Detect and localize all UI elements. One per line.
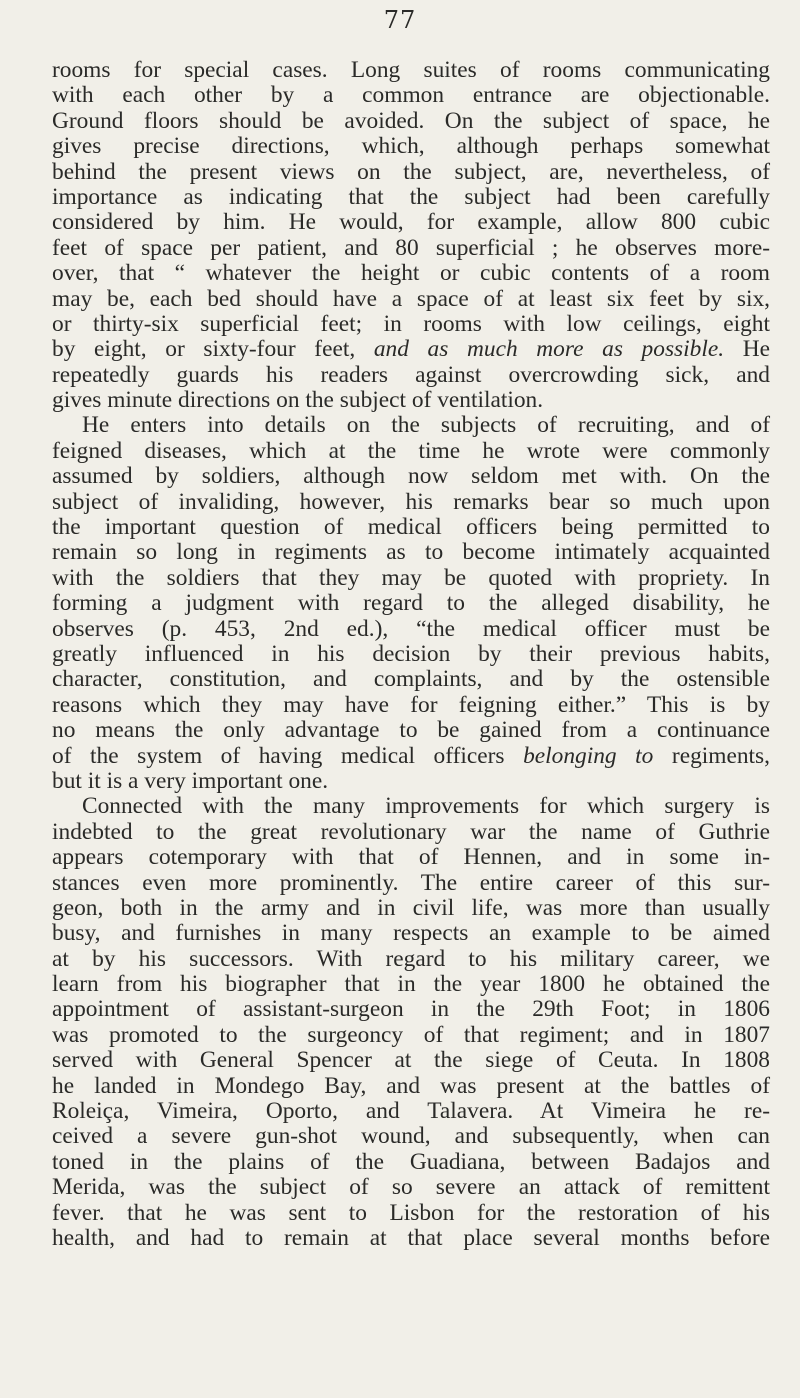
text-line: or thirty-six superficial feet; in rooms with low ceilings, eight — [52, 310, 770, 337]
text-line: considered by him. He would, for example, allow 800 cubic — [52, 209, 770, 236]
text-line: but it is a very important one. — [52, 767, 329, 794]
text-line: gives precise directions, which, although perhaps somewhat — [52, 133, 770, 160]
text-line: Connected with the many improvements for which surgery is — [82, 793, 770, 820]
text-line: over, that “ whatever the height or cubic contents of a room — [52, 260, 770, 287]
text-line: reasons which they may have for feigning either.” This is by — [52, 691, 770, 718]
text-line: assumed by soldiers, although now seldom met with. On the — [52, 463, 770, 490]
text-line: stances even more prominently. The entire career of this sur- — [52, 869, 770, 896]
text-line: may be, each bed should have a space of at least six feet by six, — [52, 285, 770, 312]
text-line: He enters into details on the subjects of recruiting, and of — [82, 412, 770, 439]
text-line: learn from his biographer that in the year 1800 he obtained the — [52, 971, 770, 998]
text-line: at by his successors. With regard to his military career, we — [52, 945, 770, 972]
text-line: behind the present views on the subject, are, nevertheless, of — [52, 158, 770, 185]
text-line: forming a judgment with regard to the alleged disability, he — [52, 590, 770, 617]
text-line: Roleiça, Vimeira, Oporto, and Talavera. At Vimeira he re- — [52, 1098, 770, 1125]
text-line: with the soldiers that they may be quoted with propriety. In — [52, 564, 770, 591]
text-line: ceived a severe gun-shot wound, and subsequently, when can — [52, 1123, 770, 1150]
text-line: feet of space per patient, and 80 superficial ; he observes more- — [52, 234, 770, 261]
text-line: geon, both in the army and in civil life, was more than usually — [52, 894, 770, 921]
emphasis: and as much more as possible. — [373, 336, 725, 363]
text-line: appears cotemporary with that of Hennen, and in some in- — [52, 844, 770, 871]
emphasis: belonging to — [523, 742, 654, 769]
text-line: was promoted to the surgeoncy of that regiment; and in 1807 — [52, 1021, 770, 1048]
text-line: feigned diseases, which at the time he wrote were commonly — [52, 437, 770, 464]
text-line: busy, and furnishes in many respects an example to be aimed — [52, 920, 770, 947]
text-line: indebted to the great revolutionary war the name of Guthrie — [52, 818, 770, 845]
text-line: fever. that he was sent to Lisbon for the restoration of his — [52, 1199, 770, 1226]
text-line: of the system of having medical officers belonging to regiments, — [52, 742, 771, 769]
text-line: subject of invaliding, however, his remarks bear so much upon — [52, 488, 770, 515]
text-line: greatly influenced in his decision by their previous habits, — [52, 640, 770, 667]
text-line: remain so long in regiments as to become intimately acquainted — [52, 539, 770, 566]
text-line: the important question of medical officers being permitted to — [52, 514, 770, 541]
text-line: toned in the plains of the Guadiana, between Badajos and — [52, 1148, 770, 1175]
text-line: health, and had to remain at that place several months before — [52, 1224, 770, 1251]
text-line: by eight, or sixty-four feet, and as much more as possible. He — [52, 336, 770, 363]
text-line: Ground floors should be avoided. On the subject of space, he — [52, 107, 770, 134]
text-line: he landed in Mondego Bay, and was present at the battles of — [52, 1072, 770, 1099]
text-line: repeatedly guards his readers against overcrowding sick, and — [52, 361, 770, 388]
text-line: Merida, was the subject of so severe an attack of remittent — [52, 1174, 770, 1201]
text-line: appointment of assistant-surgeon in the 29th Foot; in 1806 — [52, 996, 770, 1023]
text-line: observes (p. 453, 2nd ed.), “the medical officer must be — [52, 615, 770, 642]
text-line: importance as indicating that the subject had been carefully — [52, 183, 770, 210]
text-line: no means the only advantage to be gained from a continuance — [52, 717, 770, 744]
text-line: served with General Spencer at the siege of Ceuta. In 1808 — [52, 1047, 770, 1074]
text-line: rooms for special cases. Long suites of rooms communicating — [52, 57, 770, 83]
page-number: 77 — [383, 6, 417, 34]
text-line: with each other by a common entrance are objectionable. — [52, 82, 770, 109]
body-text — [52, 58, 770, 1251]
text-line: character, constitution, and complaints, and by the ostensible — [52, 666, 770, 693]
text-line: gives minute directions on the subject of ventilation. — [52, 387, 544, 414]
